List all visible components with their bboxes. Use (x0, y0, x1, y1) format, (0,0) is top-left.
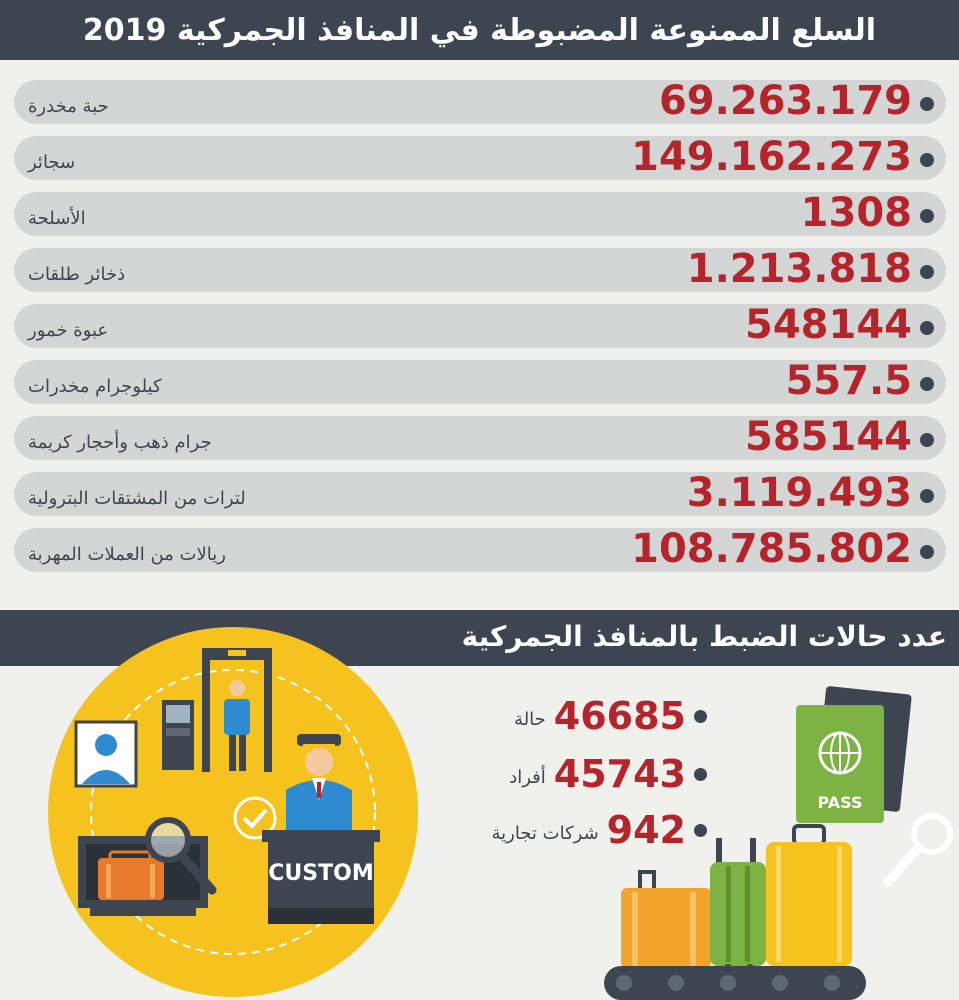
stat-value: 45743 (553, 752, 686, 796)
conveyor-belt (604, 966, 866, 1000)
item-value: 557.5 (785, 358, 912, 404)
stat-value: 46685 (553, 694, 686, 738)
stat-label: حالة (514, 708, 546, 730)
item-value: 548144 (745, 302, 912, 348)
item-value: 1308 (800, 190, 912, 236)
stat-item (491, 810, 707, 850)
item-value: 69.263.179 (658, 78, 912, 124)
stat-item (514, 696, 707, 736)
item-value: 108.785.802 (631, 526, 912, 572)
search-icon (888, 816, 950, 882)
item-value: 585144 (745, 414, 912, 460)
passport-label: PASS (817, 793, 863, 812)
item-label: لترات من المشتقات البترولية (28, 488, 246, 509)
bullet-icon (694, 824, 707, 837)
item-label: كيلوجرام مخدرات (28, 376, 162, 397)
item-label: عبوة خمور (28, 320, 109, 341)
item-label: ذخائر طلقات (28, 264, 126, 285)
custom-desk (262, 830, 380, 924)
id-photo-icon (76, 722, 136, 786)
item-label: الأسلحة (28, 208, 86, 229)
scanner-machine-icon (162, 700, 194, 770)
stat-value: 942 (606, 808, 686, 852)
passport-icon (796, 686, 912, 823)
item-value: 1.213.818 (686, 246, 912, 292)
custom-sign: CUSTOM (268, 861, 374, 886)
item-value: 3.119.493 (686, 470, 912, 516)
item-label: ريالات من العملات المهربة (28, 544, 226, 565)
stat-label: شركات تجارية (491, 822, 599, 844)
bullet-icon (694, 768, 707, 781)
item-label: جرام ذهب وأحجار كريمة (28, 432, 212, 453)
item-label: حبة مخدرة (28, 96, 109, 117)
section-title: عدد حالات الضبط بالمنافذ الجمركية (461, 620, 947, 653)
item-value: 149.162.273 (631, 134, 912, 180)
stat-item (509, 754, 707, 794)
stat-label: أفراد (509, 766, 546, 788)
bullet-icon (694, 710, 707, 723)
page-title: السلع الممنوعة المضبوطة في المنافذ الجمركية 2019 (82, 12, 877, 48)
item-label: سجائر (28, 152, 76, 173)
